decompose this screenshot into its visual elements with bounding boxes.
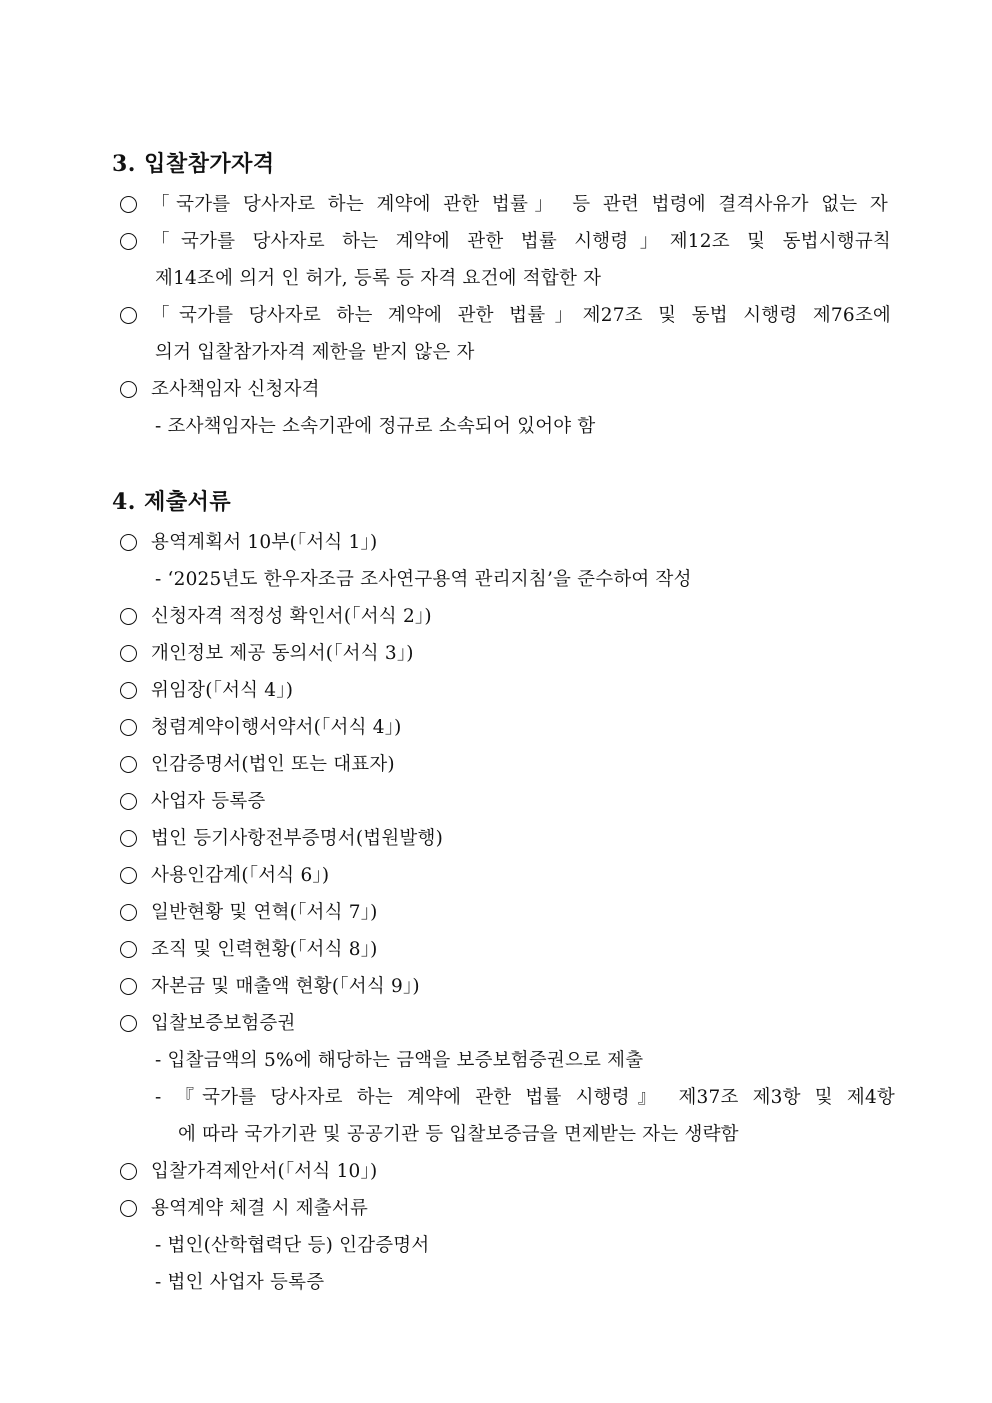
list-item-continuation: 의거 입찰참가자격 제한을 받지 않은 자 bbox=[155, 342, 475, 363]
sub-item: - 법인 사업자 등록증 bbox=[155, 1272, 325, 1293]
circle-bullet-icon bbox=[120, 534, 137, 551]
section-heading: 3. 입찰참가자격 bbox=[112, 151, 275, 177]
list-item: 조사책임자 신청자격 bbox=[0, 371, 992, 408]
circle-bullet-icon bbox=[120, 196, 137, 213]
list-item: 위임장(「서식 4」) bbox=[0, 672, 992, 709]
list-item: 용역계약 체결 시 제출서류 bbox=[0, 1190, 992, 1227]
circle-bullet-icon bbox=[120, 381, 137, 398]
sub-item: - 『국가를 당사자로 하는 계약에 관한 법률 시행령』 제37조 제3항 및 제4항 bbox=[155, 1087, 895, 1108]
list-item: 사업자 등록증 bbox=[0, 783, 992, 820]
circle-bullet-icon bbox=[120, 830, 137, 847]
list-item: 입찰보증보험증권 bbox=[0, 1005, 992, 1042]
list-item: 조직 및 인력현황(「서식 8」) bbox=[0, 931, 992, 968]
list-item: 개인정보 제공 동의서(「서식 3」) bbox=[0, 635, 992, 672]
list-item: 일반현황 및 연혁(「서식 7」) bbox=[0, 894, 992, 931]
circle-bullet-icon bbox=[120, 978, 137, 995]
list-item: 법인 등기사항전부증명서(법원발행) bbox=[0, 820, 992, 857]
list-item: 청렴계약이행서약서(「서식 4」) bbox=[0, 709, 992, 746]
list-item: 용역계획서 10부(「서식 1」) bbox=[0, 524, 992, 561]
circle-bullet-icon bbox=[120, 941, 137, 958]
circle-bullet-icon bbox=[120, 719, 137, 736]
list-item: 자본금 및 매출액 현황(「서식 9」) bbox=[0, 968, 992, 1005]
sub-item: - 법인(산학협력단 등) 인감증명서 bbox=[155, 1235, 430, 1256]
circle-bullet-icon bbox=[120, 645, 137, 662]
list-item: 「국가를 당사자로 하는 계약에 관한 법률 시행령」제12조 및 동법시행규칙 bbox=[0, 223, 992, 260]
list-item-continuation: 제14조에 의거 인 허가, 등록 등 자격 요건에 적합한 자 bbox=[155, 268, 602, 289]
section-documents bbox=[0, 482, 992, 1301]
list-item: 입찰가격제안서(「서식 10」) bbox=[0, 1153, 992, 1190]
circle-bullet-icon bbox=[120, 608, 137, 625]
sub-item: - 입찰금액의 5%에 해당하는 금액을 보증보험증권으로 제출 bbox=[155, 1050, 644, 1071]
circle-bullet-icon bbox=[120, 1200, 137, 1217]
list-item: 「국가를 당사자로 하는 계약에 관한 법률」 등 관련 법령에 결격사유가 없는 자 bbox=[0, 186, 992, 223]
sub-item: - 조사책임자는 소속기관에 정규로 소속되어 있어야 함 bbox=[155, 416, 596, 437]
list-item: 인감증명서(법인 또는 대표자) bbox=[0, 746, 992, 783]
circle-bullet-icon bbox=[120, 1163, 137, 1180]
list-item: 「국가를 당사자로 하는 계약에 관한 법률」제27조 및 동법 시행령 제76조에 bbox=[0, 297, 992, 334]
circle-bullet-icon bbox=[120, 307, 137, 324]
list-item: 신청자격 적정성 확인서(「서식 2」) bbox=[0, 598, 992, 635]
section-heading: 4. 제출서류 bbox=[112, 489, 232, 515]
circle-bullet-icon bbox=[120, 682, 137, 699]
circle-bullet-icon bbox=[120, 233, 137, 250]
circle-bullet-icon bbox=[120, 904, 137, 921]
circle-bullet-icon bbox=[120, 867, 137, 884]
sub-item: - ‘2025년도 한우자조금 조사연구용역 관리지침’을 준수하여 작성 bbox=[155, 569, 692, 590]
circle-bullet-icon bbox=[120, 756, 137, 773]
section-eligibility bbox=[0, 144, 992, 445]
circle-bullet-icon bbox=[120, 793, 137, 810]
circle-bullet-icon bbox=[120, 1015, 137, 1032]
sub-item-continuation: 에 따라 국가기관 및 공공기관 등 입찰보증금을 면제받는 자는 생략함 bbox=[178, 1124, 739, 1145]
list-item: 사용인감계(「서식 6」) bbox=[0, 857, 992, 894]
